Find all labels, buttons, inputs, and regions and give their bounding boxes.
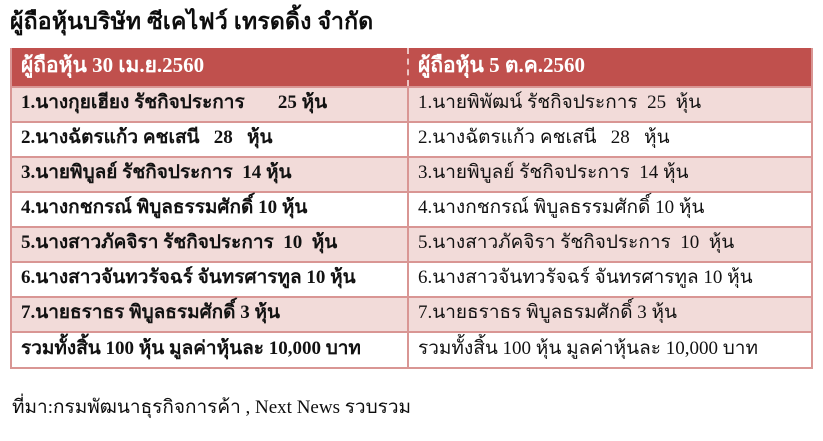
shareholder-6-right: 6.นางสาวจันทวรัจฉร์ จันทรศารทูล 10 หุ้น [407,261,811,296]
table-row [12,261,811,296]
shareholder-1-right: 1.นายพิพัฒน์ รัชกิจประการ 25 หุ้น [407,86,811,121]
source-note: ที่มา:กรมพัฒนาธุรกิจการค้า , Next News รวบรวม [12,397,412,418]
table-row [12,86,811,121]
column-header-5-oct-2560: ผู้ถือหุ้น 5 ต.ค.2560 [407,48,811,86]
shareholder-6-left: 6.นางสาวจันทวรัจฉร์ จันทรศารทูล 10 หุ้น [12,261,407,296]
table-row [12,296,811,331]
total-left: รวมทั้งสิ้น 100 หุ้น มูลค่าหุ้นละ 10,000 บาท [12,331,407,367]
table-row [12,121,811,156]
table-header-row [12,48,811,86]
table-row [12,191,811,226]
shareholder-7-left: 7.นายธราธร พิบูลธรมศักดิ์ 3 หุ้น [12,296,407,331]
shareholder-3-right: 3.นายพิบูลย์ รัชกิจประการ 14 หุ้น [407,156,811,191]
shareholder-5-right: 5.นางสาวภัคจิรา รัชกิจประการ 10 หุ้น [407,226,811,261]
column-header-30-apr-2560: ผู้ถือหุ้น 30 เม.ย.2560 [12,48,407,86]
shareholder-4-right: 4.นางกชกรณ์ พิบูลธรรมศักดิ์ 10 หุ้น [407,191,811,226]
table-row [12,156,811,191]
shareholder-3-left: 3.นายพิบูลย์ รัชกิจประการ 14 หุ้น [12,156,407,191]
page-title: ผู้ถือหุ้นบริษัท ซีเคไฟว์ เทรดดิ้ง จำกัด [10,9,374,34]
shareholder-4-left: 4.นางกชกรณ์ พิบูลธรรมศักดิ์ 10 หุ้น [12,191,407,226]
shareholder-1-left: 1.นางกุยเฮียง รัชกิจประการ 25 หุ้น [12,86,407,121]
table-total-row [12,331,811,367]
shareholder-7-right: 7.นายธราธร พิบูลธรมศักดิ์ 3 หุ้น [407,296,811,331]
total-right: รวมทั้งสิ้น 100 หุ้น มูลค่าหุ้นละ 10,000 บาท [407,331,811,367]
shareholder-5-left: 5.นางสาวภัคจิรา รัชกิจประการ 10 หุ้น [12,226,407,261]
shareholders-table [10,48,813,369]
table-row [12,226,811,261]
shareholder-2-right: 2.นางฉัตรแก้ว คชเสนี 28 หุ้น [407,121,811,156]
shareholder-2-left: 2.นางฉัตรแก้ว คชเสนี 28 หุ้น [12,121,407,156]
